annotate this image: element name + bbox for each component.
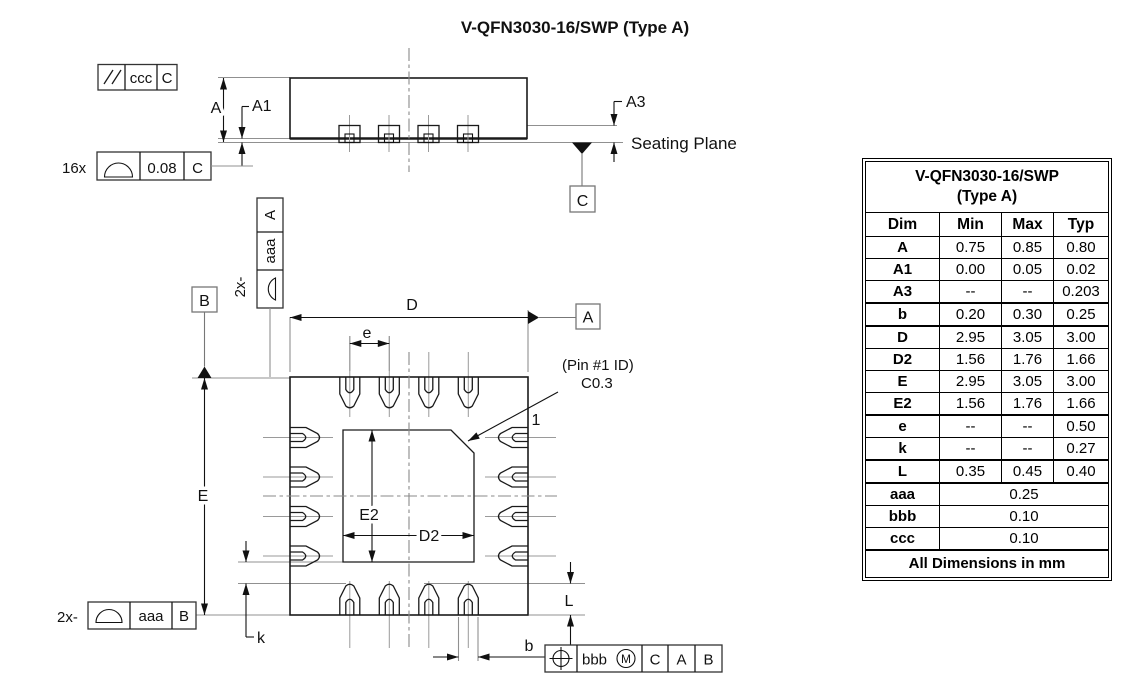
svg-text:C: C — [649, 651, 661, 669]
col-typ: Typ — [1054, 213, 1109, 237]
terminals-right — [499, 428, 529, 567]
svg-text:(Pin #1 ID): (Pin #1 ID) — [562, 357, 634, 374]
svg-text:A: A — [262, 209, 279, 221]
pin1-number: 1 — [531, 412, 541, 429]
profile-fcf-16x — [62, 152, 253, 180]
svg-text:D2: D2 — [418, 528, 440, 545]
svg-text:C: C — [192, 160, 203, 177]
svg-text:aaa: aaa — [262, 238, 279, 264]
svg-text:B: B — [178, 608, 190, 625]
table-row: A3 -- -- 0.203 — [866, 281, 1109, 304]
table-row: E 2.95 3.05 3.00 — [866, 371, 1109, 393]
pin1-note — [468, 357, 634, 441]
tolerance-row: aaa 0.25 — [866, 483, 1109, 506]
svg-text:C: C — [576, 193, 589, 210]
table-row: D2 1.56 1.76 1.66 — [866, 349, 1109, 371]
dim-L — [565, 562, 574, 645]
svg-text:0.08: 0.08 — [147, 160, 177, 177]
table-header — [866, 213, 1109, 237]
svg-text:16x: 16x — [62, 160, 87, 177]
col-dim: Dim — [866, 213, 940, 237]
svg-text:bbb: bbb — [582, 651, 608, 669]
table-footer: All Dimensions in mm — [866, 550, 1109, 578]
profile-fcf-bottom — [57, 602, 196, 629]
table-title-line2: (Type A) — [956, 188, 1018, 206]
seating-plane-label: Seating Plane — [631, 134, 737, 153]
position-fcf — [545, 645, 722, 672]
svg-text:A1: A1 — [252, 98, 272, 115]
dimension-table — [862, 158, 1112, 581]
dim-e-pitch — [350, 325, 390, 344]
dim-D — [290, 297, 576, 324]
terminals-left — [290, 428, 320, 567]
dim-A — [211, 78, 224, 142]
table-title-line1: V-QFN3030-16/SWP — [915, 168, 1059, 185]
svg-text:2x-: 2x- — [232, 276, 249, 298]
tolerance-row: ccc 0.10 — [866, 528, 1109, 551]
svg-text:A: A — [582, 309, 594, 327]
parallelism-fcf — [98, 65, 177, 91]
svg-text:e: e — [362, 325, 372, 342]
svg-text:B: B — [703, 651, 714, 669]
svg-text:aaa: aaa — [138, 608, 164, 625]
svg-text:A: A — [676, 651, 687, 669]
table-row: A1 0.00 0.05 0.02 — [866, 259, 1109, 281]
svg-text:C: C — [161, 70, 173, 87]
table-row: b 0.20 0.30 0.25 — [866, 303, 1109, 326]
table-row: E2 1.56 1.76 1.66 — [866, 393, 1109, 416]
svg-text:A: A — [210, 100, 222, 117]
datum-b — [192, 287, 217, 378]
svg-text:ccc: ccc — [129, 70, 153, 87]
svg-text:D: D — [406, 297, 418, 314]
svg-text:A3: A3 — [626, 94, 646, 111]
tolerance-row: bbb 0.10 — [866, 506, 1109, 528]
datum-triangle — [198, 367, 212, 379]
dim-E — [198, 378, 209, 615]
svg-text:M: M — [621, 652, 631, 666]
datum-c — [570, 143, 595, 213]
table-title — [866, 162, 1109, 213]
table-row: L 0.35 0.45 0.40 — [866, 460, 1109, 483]
dim-b — [433, 638, 545, 657]
side-view — [62, 48, 737, 212]
svg-text:2x-: 2x- — [57, 609, 78, 626]
table-row: A 0.75 0.85 0.80 — [866, 237, 1109, 259]
svg-text:E2: E2 — [359, 507, 379, 524]
table-row: k -- -- 0.27 — [866, 438, 1109, 461]
svg-text:b: b — [524, 638, 534, 655]
bottom-view — [57, 198, 722, 672]
datum-a — [576, 304, 600, 329]
dim-k — [246, 541, 266, 647]
svg-text:B: B — [199, 293, 210, 310]
svg-text:E: E — [197, 488, 209, 505]
table-row: e -- -- 0.50 — [866, 415, 1109, 438]
col-min: Min — [940, 213, 1002, 237]
datum-triangle — [572, 143, 592, 155]
table-row: D 2.95 3.05 3.00 — [866, 326, 1109, 349]
drawing-title: V-QFN3030-16/SWP (Type A) — [460, 18, 690, 37]
dim-A1 — [242, 98, 272, 166]
svg-text:k: k — [257, 630, 265, 647]
profile-fcf-top — [232, 198, 283, 377]
datum-triangle — [528, 311, 539, 324]
svg-text:L: L — [564, 593, 574, 610]
svg-text:C0.3: C0.3 — [581, 375, 613, 392]
col-max: Max — [1002, 213, 1054, 237]
